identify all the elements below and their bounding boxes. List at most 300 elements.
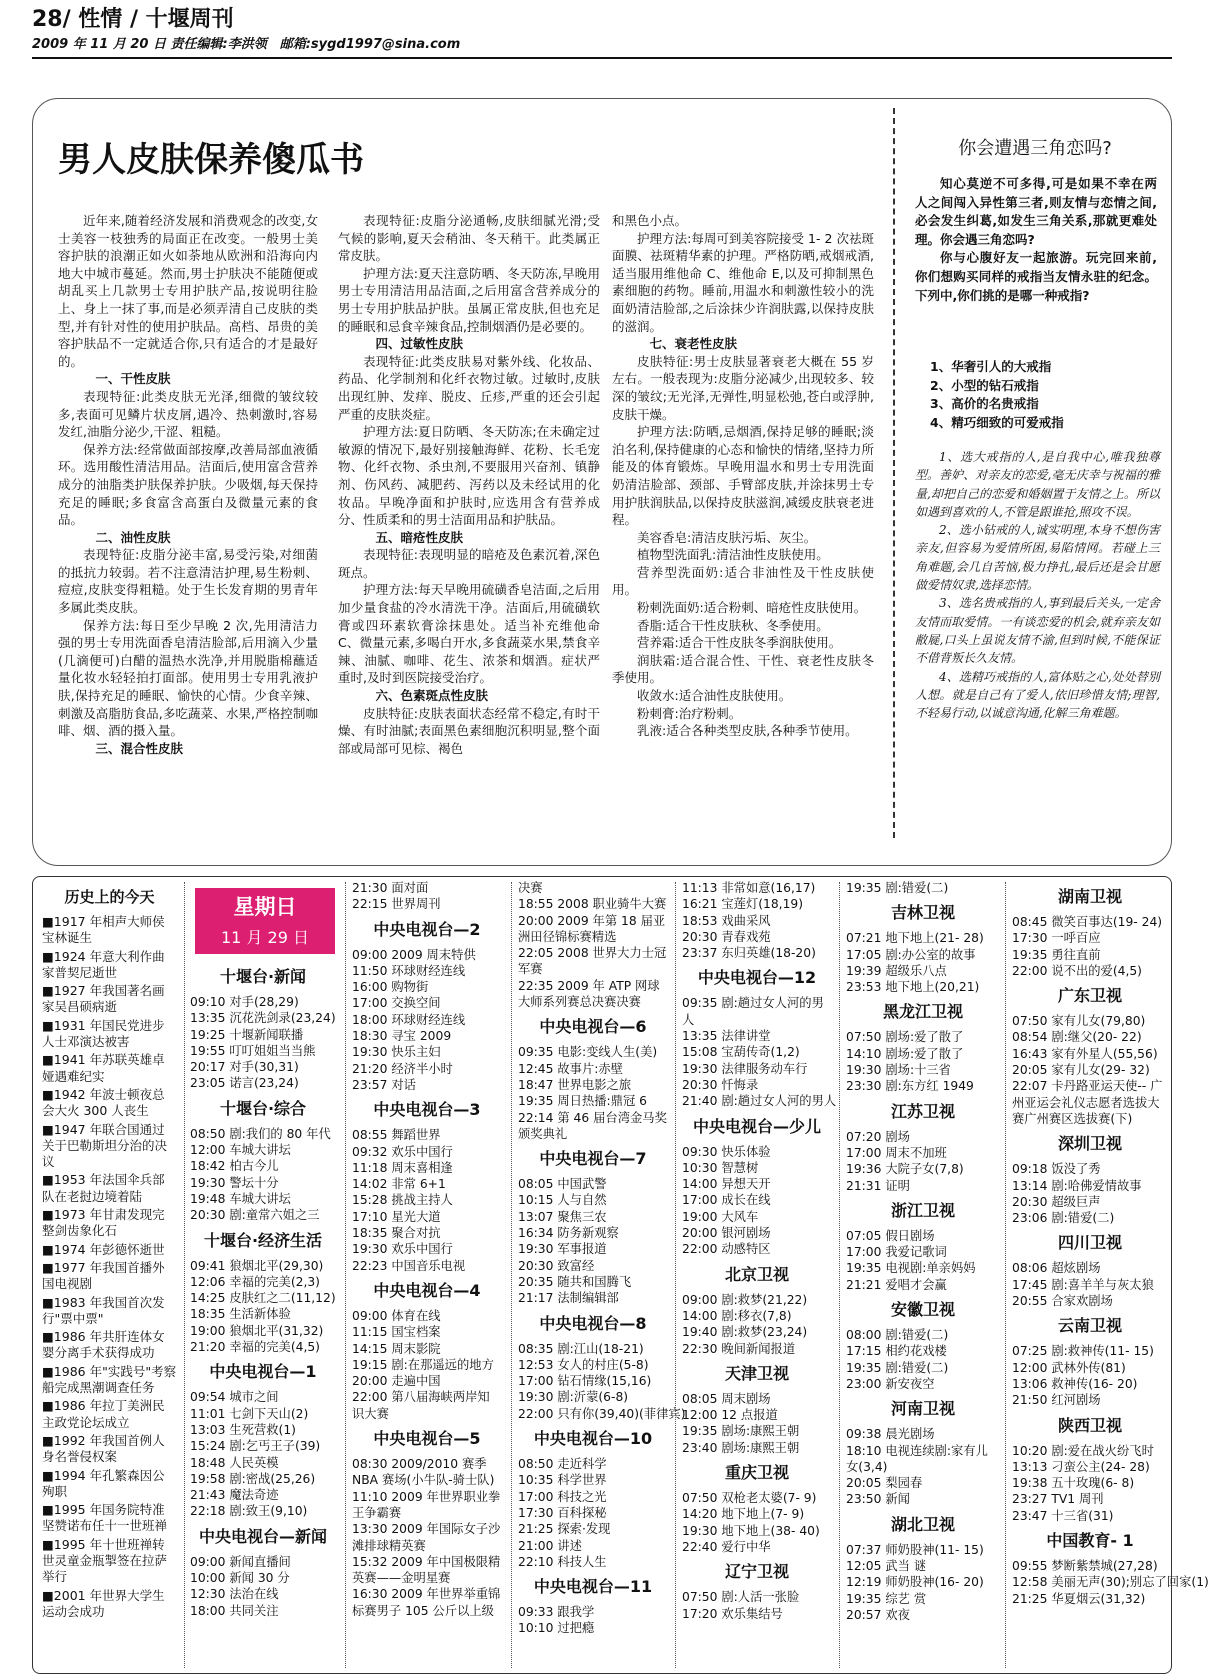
program-item: 19:30 欢乐中国行	[352, 1242, 453, 1257]
program-item: 21:50 红河剧场	[1012, 1393, 1101, 1408]
program-item: 22:35 2009 年 ATP 网球大师系列赛总决赛决赛	[518, 978, 660, 1010]
station-title: 十堰台·经济生活	[203, 1230, 323, 1250]
article-paragraph: 营养型洗面奶:适合非油性及干性皮肤使用。	[612, 564, 874, 598]
station-title: 云南卫视	[1057, 1316, 1122, 1336]
program-item: 19:35 剧:错爱(二)	[846, 881, 949, 895]
program-item: 19:48 车城大讲坛	[190, 1191, 291, 1206]
program-item: 19:00 狼烟北平(31,32)	[190, 1323, 324, 1338]
station-title: 中央电视台—新闻	[198, 1526, 327, 1546]
program-item: 13:14 剧:哈佛爱情故事	[1012, 1178, 1142, 1193]
article-paragraph: 粉刺洗面奶:适合粉刺、暗疮性皮肤使用。	[637, 600, 867, 616]
program-item: 07:50 剧:人活一张脸	[682, 1590, 800, 1605]
program-item: 09:38 晨光剧场	[846, 1427, 935, 1442]
station-title: 十堰台·新闻	[219, 967, 307, 986]
program-item: 13:03 生死营救(1)	[190, 1422, 296, 1437]
article-paragraph: 表现特征:皮脂分泌丰富,易受污染,对细菌的抵抗力较弱。若不注意清洁护理,易生粉刺、痘痘,皮肤变得粗糙。处于生长发育期的男青年多属此类皮肤。	[58, 547, 318, 616]
station-title: 中央电视台—1	[209, 1362, 317, 1382]
program-item: 20:30 剧:童常六姐之三	[190, 1208, 320, 1223]
program-item: 13:35 沉花洗剑录(23,24)	[190, 1011, 336, 1026]
sidebar-intro	[915, 175, 1157, 305]
program-item: 09:10 对手(28,29)	[190, 995, 299, 1009]
article-paragraph: 美容香皂:清洁皮肤污垢、灰尘。	[637, 529, 817, 545]
section-heading: 四、过敏性皮肤	[375, 336, 464, 352]
program-item: 19:00 大风车	[682, 1209, 759, 1224]
answer-paragraph: 2、选小钻戒的人,诚实明理,本身不想伤害亲友,但容易为爱情所困,易陷情网。若碰上三角难题,会几自苦恼,极力挣扎,最后还是会甘愿做爱情奴隶,选择恋情。	[915, 523, 1160, 593]
program-item: 19:35 综艺 赏	[846, 1591, 927, 1606]
program-item: 07:37 师奶股神(11- 15)	[846, 1542, 984, 1557]
program-item: 20:57 欢夜	[846, 1607, 910, 1622]
program-item: 19:35 剧:错爱(二)	[846, 1360, 949, 1375]
program-item: 15:24 剧:乞丐王子(39)	[190, 1439, 321, 1454]
program-item: 19:58 剧:密战(25,26)	[190, 1471, 316, 1486]
program-item: 08:00 剧:错爱(二)	[846, 1328, 949, 1343]
program-item: 08:54 剧:继父(20- 22)	[1012, 1030, 1142, 1045]
history-item: ■1992 年我国首例人身名誉侵权案	[42, 1432, 165, 1465]
weekday-label: 星期日	[233, 895, 297, 919]
station-title: 重庆卫视	[724, 1463, 789, 1483]
program-item: 11:15 国宝档案	[352, 1325, 441, 1340]
section-heading: 七、衰老性皮肤	[649, 336, 738, 352]
program-item: 09:32 欢乐中国行	[352, 1144, 453, 1159]
article-paragraph: 和黑色小点。	[612, 213, 688, 228]
article-paragraph: 润肤霜:适合混合性、干性、衰老性皮肤冬季使用。	[612, 652, 874, 686]
history-item: ■1973 年甘肃发现完整剑齿象化石	[42, 1207, 165, 1239]
program-item: 08:30 2009/2010 赛季 NBA 赛场(小牛队-骑士队)	[352, 1457, 495, 1488]
section-heading: 五、暗疮性皮肤	[375, 529, 464, 545]
program-item: 19:25 十堰新闻联播	[190, 1027, 304, 1042]
program-item: 17:00 周末不加班	[846, 1145, 947, 1160]
program-item: 22:30 晚间新闻报道	[682, 1341, 796, 1356]
program-item: 10:35 科学世界	[518, 1473, 607, 1488]
program-item: 09:41 狼烟北平(29,30)	[190, 1258, 324, 1273]
program-item: 08:35 剧:江山(18-21)	[518, 1341, 644, 1356]
answer-paragraph: 3、选名贵戒指的人,事到最后关头,一定舍友情而取爱情。一有谈恋爱的机会,就弃亲友如敝屣,口头上虽说友情不渝,但到时候,不能保证不借背叛长久友情。	[915, 596, 1160, 666]
program-item: 16:34 防务新观察	[518, 1226, 619, 1241]
program-item: 10:00 新闻 30 分	[190, 1571, 290, 1586]
article-paragraph: 护理方法:夏天注意防晒、冬天防冻,早晚用男士专用清洁用品洁面,之后用富含营养成分的男士专用护肤品护肤。虽属正常皮肤,但也充足的睡眠和忌食辛辣食品,控制烟酒仍是必要的。	[338, 265, 600, 334]
program-item: 21:31 证明	[846, 1178, 910, 1193]
history-list	[42, 914, 177, 1620]
answer-paragraph: 1、选大戒指的人,是自我中心,唯我独尊型。善妒、对亲友的恋爱,毫无庆幸与祝福的雅量,却把自己的恋爱和婚姻置于友情之上。所以如遇到喜欢的人,不管是跟谁抢,照攻不误。	[915, 450, 1160, 519]
sidebar-divider	[893, 108, 895, 838]
history-item: ■1927 年我国著名画家吴昌硕病逝	[42, 983, 165, 1015]
program-item: 20:00 2009 年第 18 届亚洲田径锦标赛精选	[518, 913, 666, 944]
program-item: 18:47 世界电影之旅	[518, 1077, 632, 1092]
program-item: 21:20 经济半小时	[352, 1061, 453, 1076]
program-item: 23:00 新安夜空	[846, 1376, 935, 1391]
station-title: 北京卫视	[724, 1264, 789, 1284]
program-item: 20:30 忏悔录	[682, 1077, 759, 1092]
program-item: 22:18 剧:致王(9,10)	[190, 1504, 308, 1519]
program-item: 17:45 剧:喜羊羊与灰太狼	[1012, 1277, 1154, 1292]
program-item: 10:20 剧:爱在战火纷飞时	[1012, 1443, 1154, 1458]
program-item: 17:30 一呼百应	[1012, 931, 1101, 946]
program-item: 18:00 环球财经连线	[352, 1012, 466, 1027]
program-item: 07:50 剧场:爱了散了	[846, 1030, 964, 1045]
program-item: 22:00 只有你(39,40)(菲律宾)	[518, 1406, 686, 1421]
station-title: 中央电视台—5	[373, 1429, 481, 1449]
tv-column	[1012, 880, 1209, 1668]
station-title: 安徽卫视	[890, 1300, 955, 1320]
program-item: 19:15 剧:在那遥远的地方	[352, 1357, 494, 1372]
program-item: 19:30 法律服务动车行	[682, 1061, 808, 1076]
program-item: 16:21 宝莲灯(18,19)	[682, 897, 804, 912]
station-title: 中央电视台—7	[539, 1149, 647, 1169]
sidebar-intro-para: 你与心腹好友一起旅游。玩完回来前,你们想购买同样的戒指当友情永驻的纪念。下列中,你们挑的是哪一种戒指?	[915, 250, 1157, 303]
program-item: 20:05 梨园春	[846, 1476, 923, 1491]
history-item: ■1995 年国务院特准坚赞诺布任十一世班禅	[42, 1502, 168, 1534]
program-item: 23:53 地下地上(20,21)	[846, 980, 980, 995]
program-item: 08:55 舞蹈世界	[352, 1128, 441, 1143]
program-item: 23:27 TV1 周刊	[1012, 1492, 1104, 1507]
program-item: 20:30 青春戏苑	[682, 929, 771, 944]
station-title: 深圳卫视	[1057, 1134, 1122, 1154]
article-paragraph: 粉刺膏:治疗粉刺。	[637, 705, 742, 721]
program-item: 14:15 周末影院	[352, 1341, 441, 1356]
program-item: 19:35 勇往直前	[1012, 947, 1101, 962]
section-heading: 六、色素斑点性皮肤	[375, 688, 489, 704]
station-title: 河南卫视	[890, 1399, 955, 1419]
program-item: 20:05 家有儿女(29- 32)	[1012, 1063, 1150, 1078]
station-title: 浙江卫视	[890, 1200, 955, 1220]
program-item: 12:53 女人的村庄(5-8)	[518, 1357, 649, 1372]
program-item: 22:23 中国音乐电视	[352, 1258, 466, 1273]
program-item: 20:30 超级巨声	[1012, 1194, 1101, 1209]
program-item: 13:35 法律讲堂	[682, 1029, 771, 1044]
program-item: 13:07 聚焦三农	[518, 1209, 607, 1224]
program-item: 19:38 五十玫瑰(6- 8)	[1012, 1476, 1135, 1491]
article-paragraph: 表现特征:此类皮肤易对紫外线、化妆品、药品、化学制剂和化纤衣物过敏。过敏时,皮肤出现红肿、发痒、脱皮、丘疹,严重的还会引起严重的皮肤炎症。	[338, 353, 600, 422]
program-item: 09:35 电影:变线人生(美)	[518, 1045, 658, 1060]
article-column-1	[58, 212, 318, 844]
ring-option: 3、高价的名贵戒指	[930, 396, 1039, 412]
program-item: 12:19 师奶股神(16- 20)	[846, 1575, 984, 1590]
program-item: 12:00 武林外传(81)	[1012, 1360, 1126, 1375]
program-item: 23:57 对话	[352, 1077, 416, 1092]
article-paragraph: 表现特征:此类皮肤无光泽,细微的皱纹较多,表面可见鳞片状皮屑,遇冷、热刺激时,容易发红,油脂分泌少,干涩、粗糙。	[58, 388, 318, 440]
program-item: 12:45 故事片:赤壁	[518, 1061, 623, 1076]
program-item: 18:42 柏古今儿	[190, 1159, 279, 1174]
program-item: 14:10 剧场:爱了散了	[846, 1046, 964, 1061]
program-item: 15:28 挑战主持人	[352, 1193, 453, 1208]
station-title: 江苏卫视	[890, 1101, 955, 1121]
program-item: 20:35 随共和国腾飞	[518, 1274, 632, 1289]
program-item: 14:25 皮肤红之二(11,12)	[190, 1291, 336, 1306]
program-item: 09:55 梦断紫禁城(27,28)	[1012, 1559, 1158, 1574]
program-item: 17:20 欢乐集结号	[682, 1606, 783, 1621]
header-rule	[32, 57, 1172, 59]
program-item: 19:30 地下地上(38- 40)	[682, 1523, 820, 1538]
station-title: 天津卫视	[724, 1363, 789, 1383]
program-item: 21:17 法制编辑部	[518, 1291, 619, 1306]
station-title: 辽宁卫视	[724, 1562, 789, 1582]
program-item: 07:50 双枪老太婆(7- 9)	[682, 1491, 817, 1506]
program-item: 14:20 地下地上(7- 9)	[682, 1507, 805, 1522]
program-item: 08:45 微笑百事达(19- 24)	[1012, 915, 1163, 929]
station-title: 陕西卫视	[1057, 1415, 1122, 1435]
program-item: 10:15 人与自然	[518, 1193, 607, 1208]
program-item: 09:00 体育在线	[352, 1308, 441, 1323]
history-title: 历史上的今天	[64, 888, 155, 906]
program-item: 19:35 剧场:康熙王朝	[682, 1424, 800, 1439]
article-paragraph: 护理方法:每天早晚用硫磺香皂洁面,之后用加少量食盐的冷水清洗干净。洁面后,用硫磺软膏或四环素软膏涂抹患处。适当补充维他命 C、微量元素,多喝白开水,多食蔬菜水果,禁食辛辣、油腻、咖啡、花生、浓茶和烟酒。症状严重时,及时到医院接受治疗。	[338, 582, 600, 686]
article-paragraph: 保养方法:经常做面部按摩,改善局部血液循环。选用酸性清洁用品。洁面后,使用富含营养成分的油脂类护肤保养护肤。少吸烟,每天保持充足的睡眠;多食富含高蛋白及微量元素的食品。	[58, 441, 318, 528]
history-item: ■1995 年十世班禅转世灵童金瓶掣签在拉萨举行	[42, 1536, 168, 1585]
tv-column	[352, 880, 502, 1668]
history-item: ■1974 年彭德怀逝世	[42, 1241, 165, 1257]
program-item: 16:00 购物街	[352, 980, 429, 995]
program-item: 21:25 华夏烟云(31,32)	[1012, 1591, 1146, 1606]
ring-option: 1、华奢引人的大戒指	[930, 359, 1052, 374]
page-masthead: 28/ 性情 / 十堰周刊	[32, 7, 234, 32]
history-item: ■1931 年国民党进步人士邓演达被害	[42, 1017, 165, 1050]
program-item: 23:40 剧场:康熙王朝	[682, 1440, 800, 1455]
history-item: ■1941 年苏联英雄卓娅遇难纪实	[42, 1052, 165, 1084]
article-paragraph: 护理方法:夏日防晒、冬天防冻;在未确定过敏源的情况下,最好别接触海鲜、花粉、长毛宠物、化纤衣物、杀虫剂,不要服用兴奋剂、镇静剂、伤风药、减肥药、泻药以及未经试用的化妆品。早晚净面和护肤时,应选用含有营养成分、性质柔和的男士洁面用品和护肤品。	[338, 424, 600, 528]
sidebar-answers	[915, 448, 1160, 722]
program-item: 09:35 剧:趟过女人河的男人	[682, 996, 824, 1027]
program-item: 19:40 剧:救梦(23,24)	[682, 1325, 808, 1340]
program-item: 21:40 剧:趟过女人河的男人	[682, 1094, 837, 1109]
date-label: 11 月 29 日	[221, 928, 309, 947]
program-item: 07:50 家有儿女(79,80)	[1012, 1014, 1146, 1029]
program-item: 16:43 家有外星人(55,56)	[1012, 1046, 1158, 1061]
history-item: ■1986 年共肝连体女婴分离手术获得成功	[42, 1329, 165, 1361]
program-item: 23:47 十三省(31)	[1012, 1508, 1114, 1523]
tv-column-separator	[511, 882, 512, 1668]
program-item: 15:32 2009 年中国极限精英赛——金明星赛	[352, 1554, 501, 1586]
article-paragraph: 皮肤特征:男士皮肤显著衰老大概在 55 岁左右。一般表现为:皮脂分泌减少,出现较多、较深的皱纹;无光泽,无弹性,明显松弛,苍白或浮肿,皮肤干燥。	[612, 353, 874, 422]
program-item: 17:05 剧:办公室的故事	[846, 947, 976, 962]
program-item: 07:25 剧:救神传(11- 15)	[1012, 1344, 1154, 1359]
program-item: 14:00 异想天开	[682, 1177, 771, 1192]
article-paragraph: 表现特征:表现明显的暗疮及色素沉着,深色斑点。	[338, 547, 600, 580]
tv-column	[518, 880, 686, 1668]
program-item: 09:00 剧:救梦(21,22)	[682, 1292, 808, 1307]
program-item: 22:40 爱行中华	[682, 1539, 771, 1554]
station-title: 中国教育- 1	[1046, 1531, 1134, 1551]
program-item: 12:00 车城大讲坛	[190, 1143, 291, 1158]
history-item: ■2001 年世界大学生运动会成功	[42, 1587, 165, 1619]
program-item: 11:50 环球财经连线	[352, 963, 466, 978]
program-item: 09:33 跟我学	[518, 1605, 595, 1620]
station-title: 中央电视台—12	[697, 968, 817, 988]
article-column-3	[612, 212, 874, 844]
program-item: 17:10 星光大道	[352, 1209, 441, 1224]
program-item: 15:08 宝葫传奇(1,2)	[682, 1045, 800, 1060]
history-item: ■1986 年"实践号"考察船完成黑潮调查任务	[42, 1363, 177, 1396]
article-paragraph: 收敛水:适合油性皮肤使用。	[637, 688, 792, 704]
program-item: 17:15 相约花戏楼	[846, 1344, 947, 1359]
program-item: 19:30 警坛十分	[190, 1175, 279, 1190]
program-item: 08:50 剧:我们的 80 年代	[190, 1126, 331, 1141]
section-heading: 一、干性皮肤	[95, 371, 171, 387]
program-item: 23:37 东归英雄(18-20)	[682, 946, 816, 961]
station-title: 四川卫视	[1057, 1233, 1122, 1253]
program-item: 13:06 救神传(16- 20)	[1012, 1376, 1138, 1391]
article-paragraph: 植物型洗面乳:清洁油性皮肤使用。	[637, 547, 829, 563]
article-paragraph: 护理方法:每周可到美容院接受 1- 2 次祛斑面膜、祛斑精华素的护理。严格防晒,戒烟戒酒,适当服用维他命 C、维他命 E,以及可抑制黑色素细胞的药物。睡前,用温水和刺激性较小的洗面奶清洁脸部,之后涂抹少许润肤露,以保持皮肤的滋润。	[612, 230, 874, 334]
tv-column-separator	[1005, 882, 1006, 1668]
history-item: ■1994 年孔繁森因公殉职	[42, 1467, 165, 1499]
program-item: 22:05 2008 世界大力士冠军赛	[518, 946, 667, 977]
program-item: 09:00 新闻直播间	[190, 1554, 291, 1569]
program-item: 11:10 2009 年世界职业拳王争霸赛	[352, 1489, 501, 1520]
article-title: 男人皮肤保养傻瓜书	[58, 140, 364, 180]
program-item: 08:50 走近科学	[518, 1457, 607, 1472]
program-item: 20:00 银河剧场	[682, 1226, 771, 1241]
program-item: 19:35 电视剧:单亲妈妈	[846, 1261, 976, 1276]
history-column	[42, 884, 177, 1668]
program-item: 23:50 新闻	[846, 1492, 910, 1507]
program-item: 18:00 共同关注	[190, 1603, 279, 1618]
article-paragraph: 近年来,随着经济发展和消费观念的改变,女士美容一枝独秀的局面正在改变。一般男士美容护肤的浪潮正如火如荼地从欧洲和沿海向内地大中城市蔓延。然而,男士护肤决不能随便或胡乱买上几款男士专用护肤产品,按说明往脸上、身上一抹了事,而是必须弄清自己皮肤的类型,并有针对性的使用护肤品。高档、昂贵的美容护肤品不一定就适合你,只有适合的才是最好的。	[58, 213, 318, 369]
program-item: 07:05 假日剧场	[846, 1228, 935, 1243]
program-item: 19:30 军事报道	[518, 1242, 607, 1257]
date-block	[195, 888, 335, 954]
article-paragraph: 皮肤特征:皮肤表面状态经常不稳定,有时干燥、有时油腻;表面黑色素细胞沉积明显,整个面部或局部可见棕、褐色	[338, 705, 600, 756]
sidebar-options	[930, 358, 1150, 432]
station-title: 广东卫视	[1057, 986, 1122, 1006]
program-item: 23:06 剧:错爱(二)	[1012, 1211, 1115, 1226]
program-item: 21:21 爱唱才会赢	[846, 1277, 947, 1292]
station-title: 中央电视台—11	[533, 1577, 653, 1597]
program-item: 19:36 大院子女(7,8)	[846, 1162, 964, 1177]
program-item: 09:54 城市之间	[190, 1390, 279, 1405]
program-item: 09:30 快乐体验	[682, 1144, 771, 1159]
program-item: 12:58 美丽无声(30);别忘了回家(1)	[1012, 1575, 1209, 1590]
program-item: 18:48 人民英模	[190, 1455, 279, 1470]
program-item: 22:10 科技人生	[518, 1554, 607, 1569]
program-item: 14:00 剧:移衣(7,8)	[682, 1308, 792, 1323]
program-item: 22:07 卡丹路亚运天使-- 广州亚运会礼仪志愿者选拔大赛广州赛区选拔赛(下)	[1012, 1079, 1163, 1126]
tv-column-separator	[345, 882, 346, 1668]
program-item: 16:30 2009 年世界举重锦标赛男子 105 公斤以上级	[352, 1587, 501, 1618]
article-paragraph: 香脂:适合干性皮肤秋、冬季使用。	[637, 617, 829, 633]
tv-column-separator	[675, 882, 676, 1668]
article-paragraph: 乳液:适合各种类型皮肤,各种季节使用。	[637, 723, 858, 739]
program-item: 11:18 周末喜相逢	[352, 1160, 453, 1175]
program-item: 17:00 成长在线	[682, 1193, 771, 1208]
history-item: ■1942 年波士顿夜总会大火 300 人丧生	[42, 1086, 165, 1119]
program-item: 19:55 叮叮姐姐当当熊	[190, 1043, 316, 1058]
program-item: 18:53 戏曲采风	[682, 913, 771, 928]
program-item: 17:00 我爱记歌词	[846, 1245, 947, 1260]
program-item: 22:00 动感特区	[682, 1242, 771, 1257]
article-paragraph: 营养霜:适合干性皮肤冬季润肤使用。	[637, 635, 842, 651]
program-item: 17:00 交换空间	[352, 996, 441, 1011]
program-item: 20:55 合家欢剧场	[1012, 1294, 1113, 1309]
program-item: 12:06 幸福的完美(2,3)	[190, 1274, 320, 1289]
program-item: 08:05 周末剧场	[682, 1391, 771, 1406]
program-item: 08:06 超炫剧场	[1012, 1261, 1101, 1276]
program-item: 22:00 说不出的爱(4,5)	[1012, 963, 1142, 978]
program-item: 23:05 诺言(23,24)	[190, 1076, 299, 1091]
program-item: 19:30 剧:沂蒙(6-8)	[518, 1390, 629, 1405]
program-item: 19:30 快乐主妇	[352, 1045, 441, 1060]
program-item: 14:02 非常 6+1	[352, 1177, 446, 1192]
program-item: 20:17 对手(30,31)	[190, 1060, 299, 1075]
program-item: 18:55 2008 职业骑牛大赛	[518, 897, 667, 912]
program-item: 07:21 地下地上(21- 28)	[846, 931, 984, 946]
history-item: ■1977 年我国首播外国电视剧	[42, 1259, 165, 1292]
history-item: ■1983 年我国首次发行"票中票"	[42, 1294, 165, 1326]
program-item: 17:30 百科探秘	[518, 1505, 607, 1520]
program-item: 12:05 武当 谜	[846, 1559, 927, 1574]
program-item: 11:13 非常如意(16,17)	[682, 881, 816, 895]
program-item: 19:35 周日热播:鼎冠 6	[518, 1094, 648, 1109]
tv-column	[846, 880, 1000, 1668]
station-title: 中央电视台—少儿	[692, 1116, 821, 1136]
sidebar-intro-para: 知心莫逆不可多得,可是如果不幸在两人之间闯入异性第三者,则友情与恋情之间,必会发生纠葛,如发生三角关系,那就更难处理。你会遇三角恋吗?	[915, 176, 1157, 247]
station-title: 中央电视台—8	[539, 1313, 647, 1333]
program-item: 10:10 过把瘾	[518, 1621, 595, 1636]
history-item: ■1986 年拉丁美洲民主政党论坛成立	[42, 1398, 165, 1430]
program-item: 10:30 智慧树	[682, 1160, 759, 1175]
program-item: 12:00 12 点报道	[682, 1408, 778, 1423]
station-title: 湖北卫视	[890, 1514, 955, 1534]
program-item: 21:25 探索·发现	[518, 1522, 611, 1537]
program-item: 09:00 2009 周末特供	[352, 947, 476, 962]
station-title: 中央电视台—6	[539, 1017, 647, 1037]
program-item: 21:43 魔法奇迹	[190, 1488, 279, 1503]
program-item: 18:10 电视连续剧:家有儿女(3,4)	[846, 1443, 988, 1474]
tv-column	[682, 880, 837, 1668]
answer-paragraph: 4、选精巧戒指的人,富体贴之心,处处替别人想。就是自己有了爱人,依旧珍惜友情;理智,不轻易行动,以诚意沟通,化解三角难题。	[915, 669, 1160, 721]
program-item: 07:20 剧场	[846, 1129, 910, 1144]
station-title: 十堰台·综合	[219, 1098, 307, 1118]
history-item: ■1917 年相声大师侯宝林诞生	[42, 914, 165, 946]
program-item: 决赛	[518, 881, 543, 895]
program-item: 21:20 幸福的完美(4,5)	[190, 1340, 320, 1355]
program-item: 08:05 中国武警	[518, 1177, 607, 1192]
editor-line: 2009 年 11 月 20 日 责任编辑:李洪领 邮箱:sygd1997@sina.com	[32, 37, 461, 52]
article-paragraph: 护理方法:防晒,忌烟酒,保持足够的睡眠;淡泊名利,保持健康的心态和愉快的情绪,坚持力所能及的体育锻炼。早晚用温水和男士专用洗面奶清洁脸部、颈部、手臂部皮肤,并涂抹男士专用护肤润肤品,以保持皮肤滋润,减缓皮肤衰老进程。	[612, 424, 874, 528]
program-item: 09:18 饭没了秀	[1012, 1162, 1101, 1177]
program-item: 18:35 生活新体验	[190, 1307, 291, 1322]
ring-option: 4、精巧细致的可爱戒指	[930, 414, 1064, 430]
station-title: 湖南卫视	[1057, 887, 1122, 906]
article-paragraph: 保养方法:每日至少早晚 2 次,先用清洁力强的男士专用洗面香皂清洁脸部,后用滴入少量(几滴便可)白醋的温热水洗净,并用脱脂棉蘸适量化妆水轻轻拍打面部。使用男士专用乳液护肤,保持充足的睡眠、愉快的心情。少食辛辣、刺激及高脂肪食品,多吃蔬菜、水果,严格控制咖啡、烟、酒的摄入量。	[58, 617, 318, 739]
program-item: 17:00 科技之光	[518, 1489, 607, 1504]
station-title: 中央电视台—2	[373, 919, 481, 939]
program-item: 11:01 七剑下天山(2)	[190, 1406, 309, 1421]
program-item: 20:30 致富经	[518, 1258, 595, 1273]
program-item: 22:14 第 46 届台湾金马奖颁奖典礼	[518, 1110, 667, 1141]
program-item: 18:35 聚合对抗	[352, 1226, 441, 1241]
station-title: 中央电视台—10	[533, 1429, 653, 1449]
program-item: 23:30 剧:东方红 1949	[846, 1079, 974, 1094]
section-heading: 二、油性皮肤	[95, 529, 171, 545]
station-title: 中央电视台—4	[373, 1280, 481, 1300]
history-item: ■1924 年意大利作曲家普契尼逝世	[42, 948, 165, 980]
tv-column-separator	[184, 882, 185, 1668]
program-item: 22:15 世界周刊	[352, 897, 441, 912]
program-item: 19:39 超级乐八点	[846, 963, 947, 978]
station-title: 中央电视台—3	[373, 1100, 481, 1120]
program-item: 19:30 剧场:十三省	[846, 1063, 951, 1078]
program-item: 13:30 2009 年国际女子沙滩排球精英赛	[352, 1522, 501, 1553]
program-item: 21:00 讲述	[518, 1538, 582, 1553]
tv-column-separator	[839, 882, 840, 1668]
section-heading: 三、混合性皮肤	[95, 740, 184, 756]
article-paragraph: 表现特征:皮脂分泌通畅,皮肤细腻光滑;受气候的影响,夏天会稍油、冬天稍干。此类属正常皮肤。	[338, 213, 600, 264]
program-item: 17:00 钻石情缘(15,16)	[518, 1374, 652, 1389]
article-column-2	[338, 212, 600, 844]
program-item: 18:30 寻宝 2009	[352, 1029, 452, 1044]
program-item: 20:00 走遍中国	[352, 1374, 441, 1389]
program-item: 21:30 面对面	[352, 881, 429, 895]
